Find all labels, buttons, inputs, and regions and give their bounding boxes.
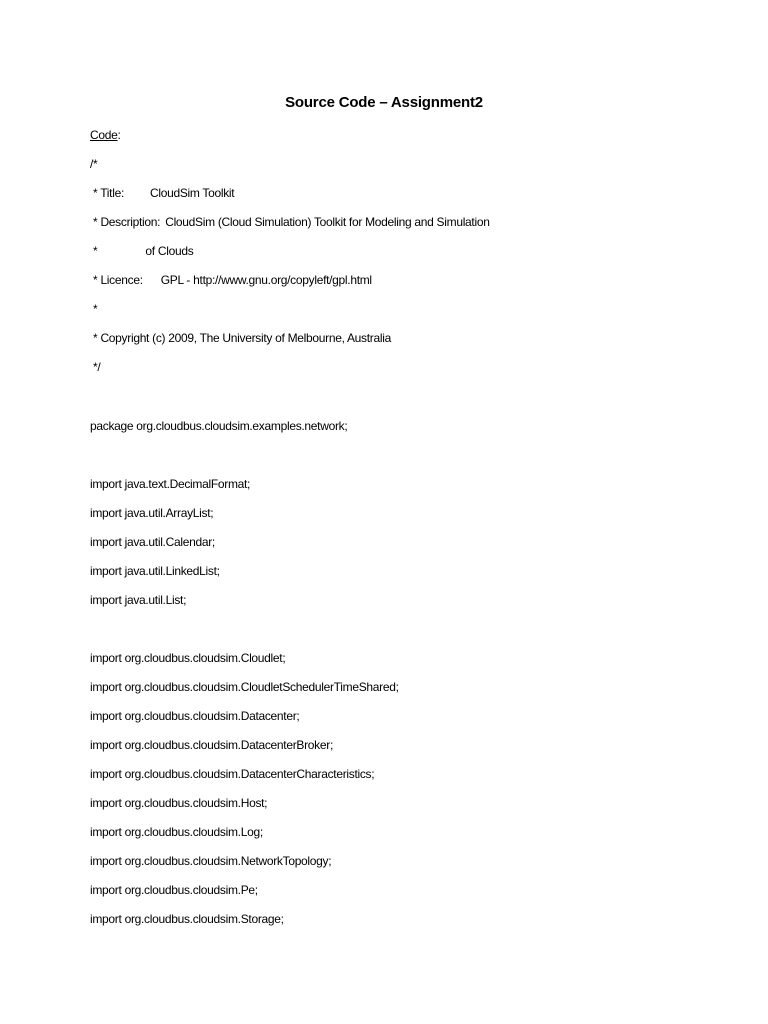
- import-line: import org.cloudbus.cloudsim.CloudletSchedulerTimeShared;: [90, 680, 399, 694]
- comment-description-key: * Description:: [90, 215, 161, 229]
- import-line: import org.cloudbus.cloudsim.NetworkTopology;: [90, 854, 332, 868]
- comment-licence-line: [90, 271, 372, 289]
- import-line: import org.cloudbus.cloudsim.Log;: [90, 825, 263, 839]
- comment-copyright: * Copyright (c) 2009, The University of Melbourne, Australia: [90, 331, 391, 345]
- comment-description-cont-star: *: [90, 244, 98, 258]
- comment-description-value: CloudSim (Cloud Simulation) Toolkit for Modeling and Simulation: [165, 215, 490, 229]
- comment-description-cont-line: [90, 242, 193, 260]
- import-line: import org.cloudbus.cloudsim.DatacenterBroker;: [90, 738, 333, 752]
- comment-title-key: * Title:: [90, 186, 124, 200]
- import-line: import java.text.DecimalFormat;: [90, 477, 251, 491]
- comment-licence-value: GPL - http://www.gnu.org/copyleft/gpl.html: [160, 273, 372, 287]
- comment-description-cont-value: of Clouds: [145, 244, 194, 258]
- document-title: Source Code – Assignment2: [285, 94, 483, 111]
- comment-title-line: [90, 184, 234, 202]
- import-line: import org.cloudbus.cloudsim.DatacenterCharacteristics;: [90, 767, 375, 781]
- import-line: import org.cloudbus.cloudsim.Cloudlet;: [90, 651, 286, 665]
- import-line: import java.util.Calendar;: [90, 535, 215, 549]
- import-line: import java.util.LinkedList;: [90, 564, 220, 578]
- code-label-colon: :: [117, 128, 121, 142]
- comment-title-value: CloudSim Toolkit: [149, 186, 235, 200]
- code-label: Code: [90, 128, 118, 142]
- import-line: import java.util.ArrayList;: [90, 506, 214, 520]
- import-line: import org.cloudbus.cloudsim.Datacenter;: [90, 709, 300, 723]
- package-declaration: package org.cloudbus.cloudsim.examples.network;: [90, 419, 348, 433]
- comment-open: /*: [90, 157, 98, 171]
- import-line: import java.util.List;: [90, 593, 187, 607]
- comment-close: */: [90, 360, 101, 374]
- import-line: import org.cloudbus.cloudsim.Host;: [90, 796, 268, 810]
- import-line: import org.cloudbus.cloudsim.Storage;: [90, 912, 284, 926]
- import-line: import org.cloudbus.cloudsim.Pe;: [90, 883, 258, 897]
- comment-description-line: [90, 213, 490, 231]
- comment-blank-star: *: [90, 302, 98, 316]
- code-label-line: [90, 126, 121, 144]
- comment-licence-key: * Licence:: [90, 273, 143, 287]
